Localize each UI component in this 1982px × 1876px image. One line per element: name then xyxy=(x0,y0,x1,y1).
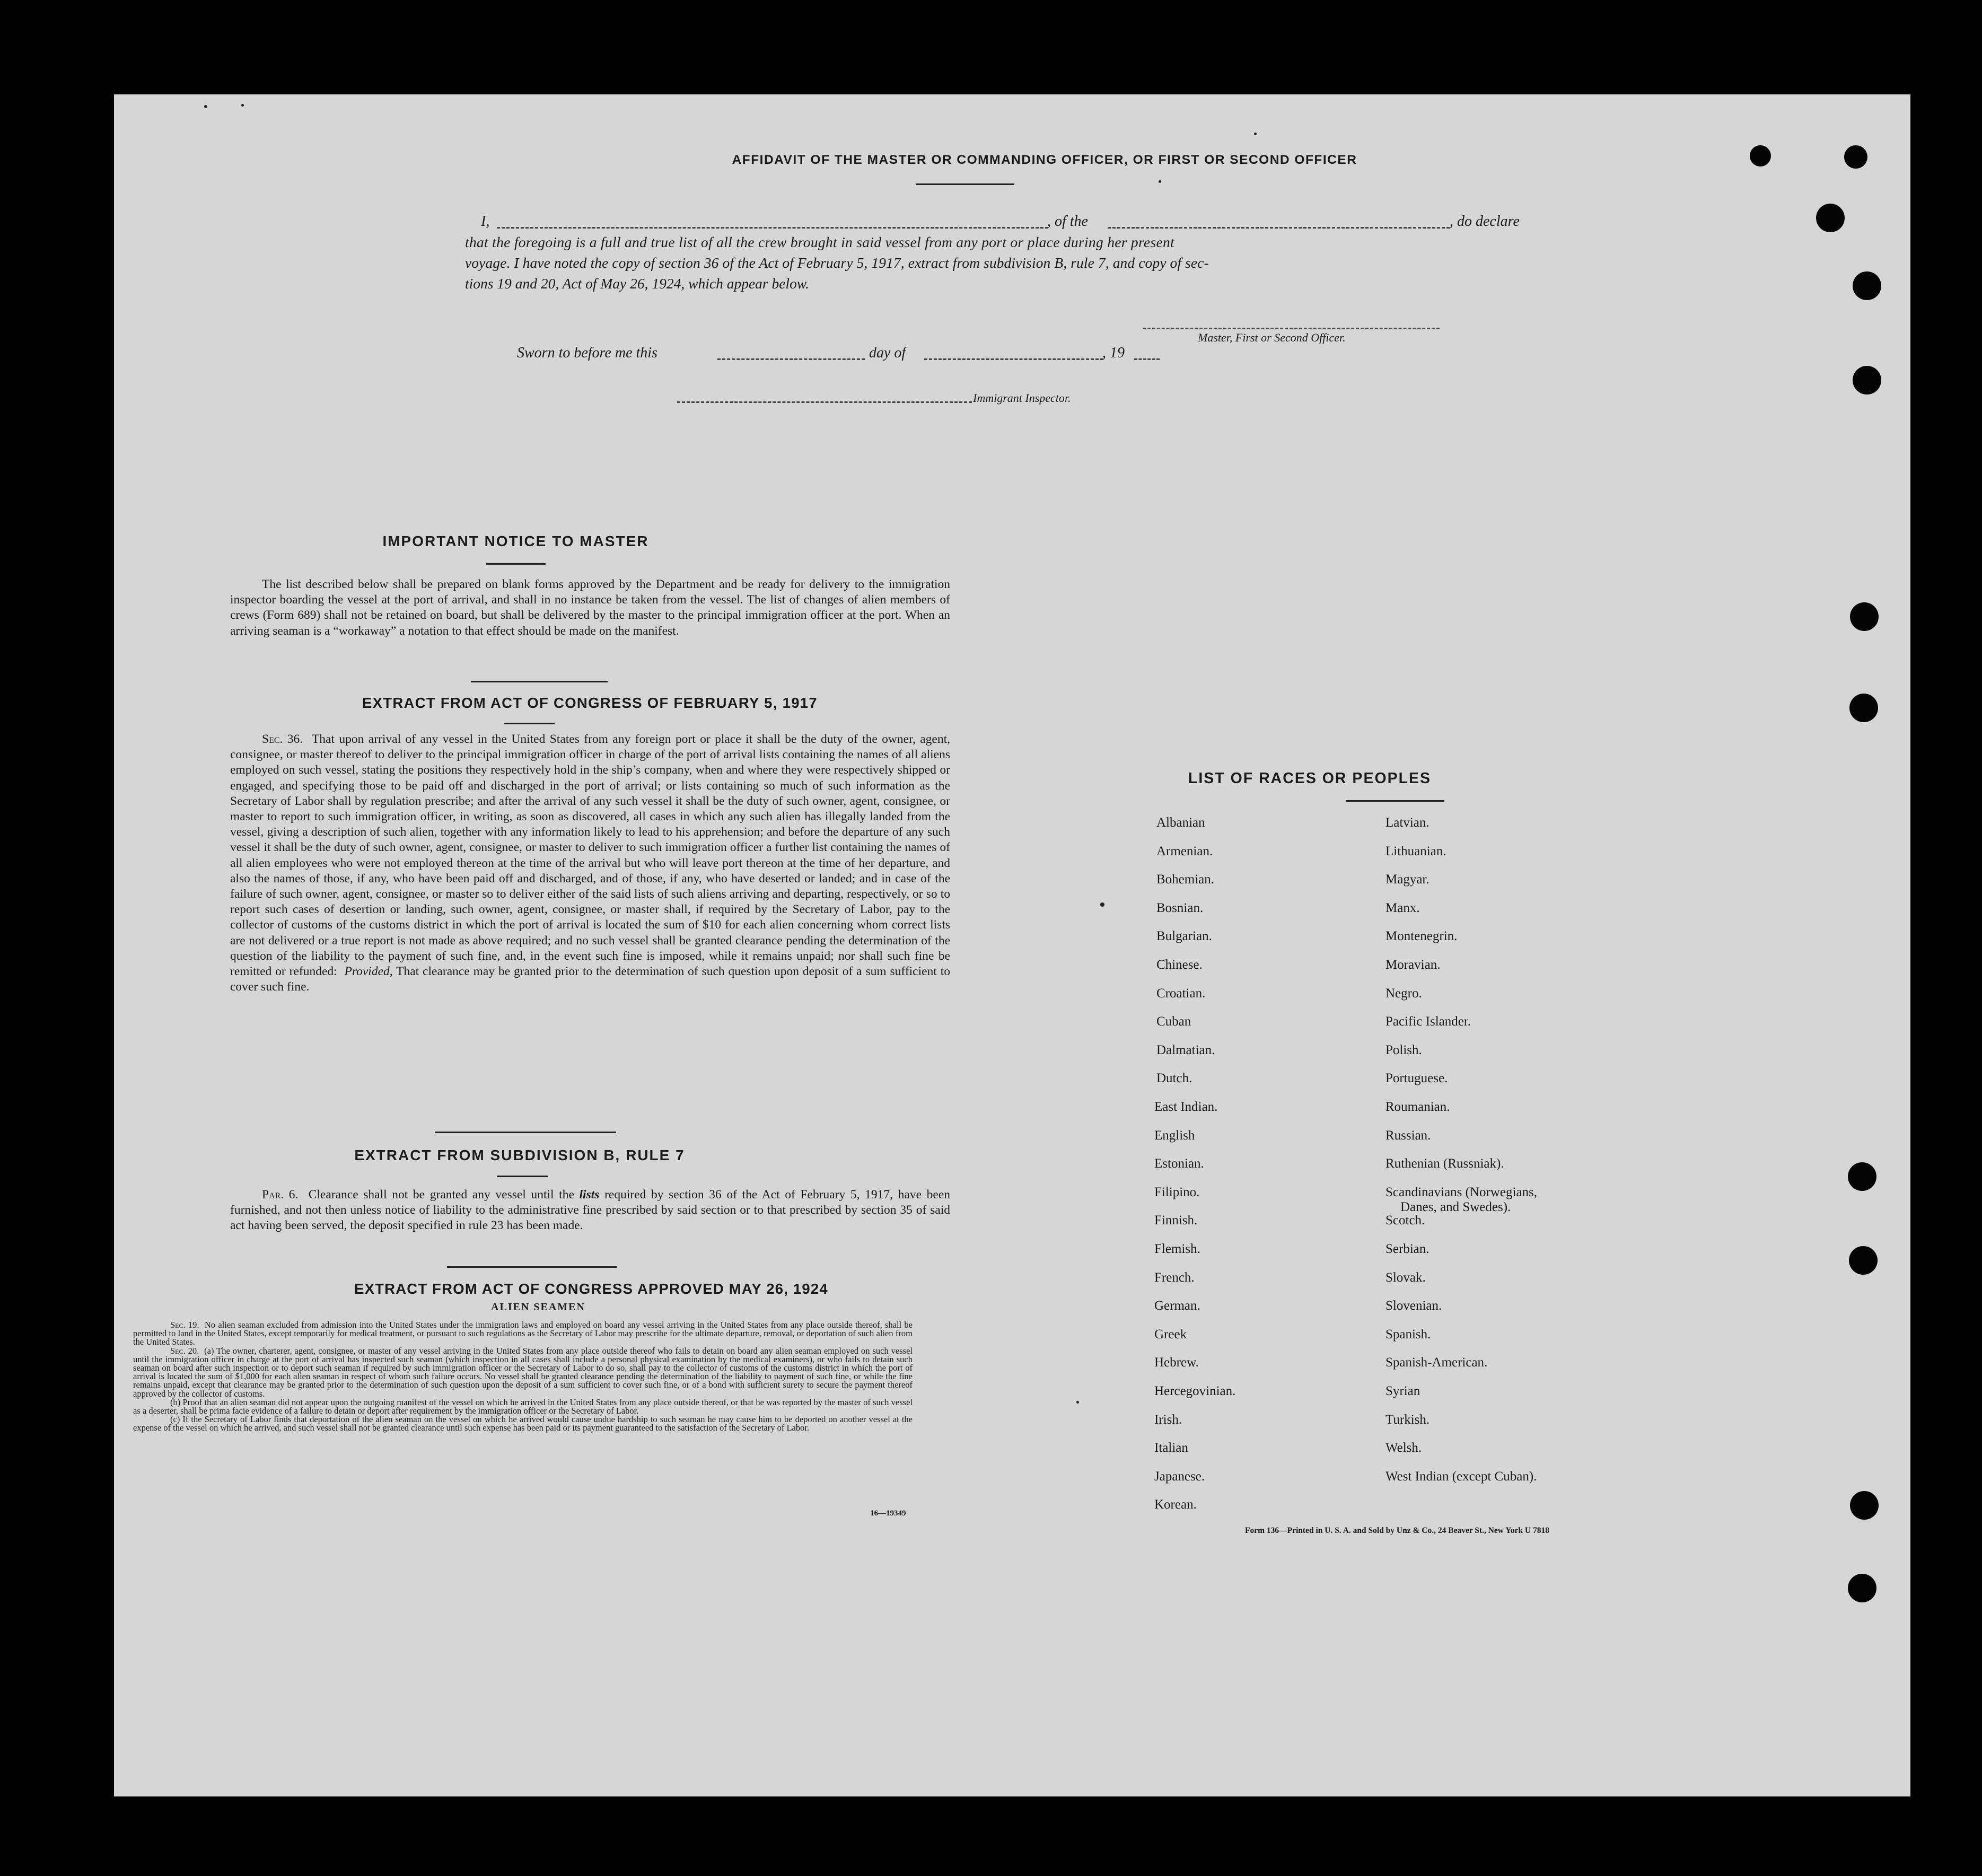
race-item: Dutch. xyxy=(1156,1071,1192,1085)
sec-36-text: That upon arrival of any vessel in the United States from any foreign port or place it shall be the duty of the owner, agent, consignee, or master thereof to deliver to the principal immigration officer in charge of the port of arrival lists containing the names of all aliens employed on such vessel, stating the positions they respectively hold in the ship’s company, when and where they were respectively shipped or engaged, and specifying those to be paid off and discharged in the port of arrival; or lists containing so much of such information as the Secretary of Labor shall by regulation prescribe; and after the arrival of any such vessel it shall be the duty of such owner, agent, consignee, or master to report to such immigration officer, in writing, as soon as discovered, all cases in which any such alien has illegally landed from the vessel, giving a description of such alien, together with any information likely to lead to his apprehension; and before the departure of any such vessel it shall be the duty of such owner, agent, consignee, or master to deliver to such immigration officer a further list containing the names of all alien employees who were not employed thereon at the time of the arrival but who will leave port thereon at the time of her departure, and also the names of those, if any, who have been paid off and discharged, and of those, if any, who have deserted or landed; and in case of the failure of such owner, agent, consignee, or master so to deliver either of the said lists of such aliens arriving and departing, respectively, or so to report such cases of desertion or landing, such owner, agent, consignee, or master shall, if required by the Secretary of Labor, pay to the collector of customs of the customs district in which the port of arrival is located the sum of $10 for each alien concerning whom correct lists are not delivered or a true report is not made as above required; and no such vessel shall be granted clearance pending the determination of the question of the liability to the payment of such fine, and, in the event such fine is imposed, while it remains unpaid; nor shall such fine be remitted or refunded: xyxy=(230,732,950,979)
punch-hole xyxy=(1849,1246,1878,1275)
notice-body xyxy=(230,577,950,639)
alien-seamen-subtitle: ALIEN SEAMEN xyxy=(491,1301,585,1313)
affidavit-line-4: tions 19 and 20, Act of May 26, 1924, which appear below. xyxy=(465,275,810,292)
sec-36-paragraph xyxy=(230,732,950,995)
sec-19-text: No alien seaman excluded from admission into the United States under the immigration laws and employed on board any vessel arriving in the United States from any place outside thereof, shall be permitted to land in the United States, except temporarily for medical treatment, or pursuant to such regulations as the Secretary of Labor may prescribe for the ultimate departure, removal, or deportation of such alien from the United States. xyxy=(133,1320,913,1347)
speck xyxy=(1254,133,1257,135)
race-item: Hebrew. xyxy=(1154,1355,1199,1370)
affidavit-declare: , do declare xyxy=(1450,213,1520,230)
notice-title: IMPORTANT NOTICE TO MASTER xyxy=(382,533,649,549)
print-code: 16—19349 xyxy=(870,1509,906,1518)
race-item: Danes, and Swedes). xyxy=(1400,1200,1511,1214)
punch-hole xyxy=(1848,1574,1876,1602)
affidavit-i: I, xyxy=(481,213,490,230)
extract-1917-underline xyxy=(504,723,555,724)
race-item: Scotch. xyxy=(1385,1213,1425,1228)
document-page xyxy=(114,94,1910,1796)
sec-20c-paragraph: (c) If the Secretary of Labor finds that deportation of the alien seaman on the vessel on which he arrived would cause undue hardship to such seaman he may cause him to be deported on another vessel at the expense of the vessel on which he arrived, and such vessel shall not be granted clearance until such expense has been paid or its payment guaranteed to the satisfaction of the Secretary of Labor. xyxy=(133,1414,913,1433)
race-item: French. xyxy=(1154,1270,1195,1285)
sworn-month-blank[interactable] xyxy=(924,358,1103,360)
affidavit-line-2: that the foregoing is a full and true list of all the crew brought in said vessel from any port or place during her present xyxy=(465,234,1174,250)
par-6-paragraph xyxy=(230,1187,950,1234)
race-item: Bulgarian. xyxy=(1156,929,1212,943)
sworn-day-blank[interactable] xyxy=(717,358,865,360)
form-footer: Form 136—Printed in U. S. A. and Sold by Unz & Co., 24 Beaver St., New York U 7818 xyxy=(1245,1526,1549,1535)
race-item: English xyxy=(1154,1128,1195,1143)
race-item: Russian. xyxy=(1385,1128,1431,1143)
extract-1917-body xyxy=(230,732,950,995)
punch-hole xyxy=(1849,694,1878,722)
race-item: Polish. xyxy=(1385,1043,1422,1057)
sworn-prefix: Sworn to before me this xyxy=(517,345,657,361)
punch-hole xyxy=(1848,1162,1876,1191)
rule-7-title: EXTRACT FROM SUBDIVISION B, RULE 7 xyxy=(354,1147,685,1163)
punch-hole xyxy=(1853,366,1881,395)
title-underline xyxy=(916,183,1014,185)
race-item: Estonian. xyxy=(1154,1156,1204,1171)
inspector-signature-line[interactable] xyxy=(677,401,972,403)
race-item: Manx. xyxy=(1385,901,1420,915)
race-item: Moravian. xyxy=(1385,958,1441,972)
notice-paragraph: The list described below shall be prepared on blank forms approved by the Department and be ready for delivery to the immigration inspector boarding the vessel at the port of arrival, and shall in no instance be taken from the vessel. The list of changes of alien members of crews (Form 689) shall not be retained on board, but shall be delivered by the master to the principal immigration officer at the port. When an arriving seaman is a “workaway” a notation to that effect should be made on the manifest. xyxy=(230,577,950,638)
par-6-label: Par. 6. xyxy=(262,1188,299,1202)
race-item: Slovenian. xyxy=(1385,1299,1442,1313)
sec-36-proviso: That clearance may be granted prior to the determination of such question upon deposit of a sum sufficient to cover such fine. xyxy=(230,965,951,994)
speck xyxy=(1159,180,1161,183)
race-item: Dalmatian. xyxy=(1156,1043,1215,1057)
sec-20b-paragraph: (b) Proof that an alien seaman did not appear upon the outgoing manifest of the vessel on which he arrived in the United States from any place outside thereof, or that he was reported by the master of such vessel as a deserter, shall be prima facie evidence of a failure to detain or deport after requirement by the immigration officer or the Secretary of Labor. xyxy=(133,1397,913,1416)
race-item: Scandinavians (Norwegians, xyxy=(1385,1185,1538,1199)
race-item: Lithuanian. xyxy=(1385,844,1446,858)
race-item: Chinese. xyxy=(1156,958,1203,972)
races-underline xyxy=(1346,800,1444,802)
race-item: Spanish. xyxy=(1385,1327,1431,1342)
race-item: Irish. xyxy=(1154,1413,1182,1427)
race-item: Turkish. xyxy=(1385,1413,1430,1427)
race-item: Welsh. xyxy=(1385,1441,1422,1455)
race-item: West Indian (except Cuban). xyxy=(1385,1469,1537,1484)
par-6-text-a: Clearance shall not be granted any vessel until the xyxy=(308,1188,574,1202)
race-item: Montenegrin. xyxy=(1385,929,1458,943)
race-item: Bohemian. xyxy=(1156,872,1215,887)
affidavit-of-the: , of the xyxy=(1047,213,1088,230)
race-item: Greek xyxy=(1154,1327,1187,1342)
notice-underline xyxy=(486,563,546,565)
race-item: Finnish. xyxy=(1154,1213,1198,1228)
provided-term: Provided, xyxy=(344,965,393,979)
punch-hole xyxy=(1850,602,1879,631)
punch-hole xyxy=(1853,271,1881,300)
race-item: Bosnian. xyxy=(1156,901,1204,915)
race-item: Armenian. xyxy=(1156,844,1213,858)
par-6-text-b: required by section 36 of the Act of February 5, 1917, have been furnished, and not then unless notice of liability to the administrative fine prescribed by said section or to that prescribed by section 35 of said act having been served, the deposit specified in rule 23 has been made. xyxy=(230,1188,951,1233)
extract-1924-body xyxy=(133,1321,913,1433)
sec-36-label: Sec. 36. xyxy=(262,732,303,746)
race-item: Flemish. xyxy=(1154,1242,1200,1256)
race-item: Syrian xyxy=(1385,1384,1420,1398)
race-item: Ruthenian (Russniak). xyxy=(1385,1156,1504,1171)
race-item: Croatian. xyxy=(1156,986,1206,1001)
notice-divider xyxy=(471,681,608,682)
rule-7-divider xyxy=(447,1266,617,1268)
name-blank[interactable] xyxy=(497,227,1048,229)
affidavit-line-3: voyage. I have noted the copy of section 36 of the Act of February 5, 1917, extract from subdivision B, rule 7, and copy of sec- xyxy=(465,255,1209,271)
race-item: Italian xyxy=(1154,1441,1188,1455)
sec-19-label: Sec. 19. xyxy=(170,1320,199,1330)
sec-20-label: Sec. 20. xyxy=(170,1345,199,1356)
race-item: Pacific Islander. xyxy=(1385,1014,1471,1029)
race-item: Spanish-American. xyxy=(1385,1355,1488,1370)
sworn-year-blank[interactable] xyxy=(1134,358,1160,360)
speck xyxy=(1100,902,1104,907)
sec-20a-text: (a) The owner, charterer, agent, consignee, or master of any vessel arriving in the United States from any place outside thereof who fails to detain on board any alien seaman employed on such vessel until the immigration officer in charge at the port of arrival has inspected such seaman (which inspection in all cases shall include a personal physical examination by the medical examiners), or who fails to detain such seaman on board after such inspection or to deport such seaman if required by such immigration officer or the Secretary of Labor to do so, shall pay to the collector of customs of the customs district in which the port of arrival is located the sum of $1,000 for each alien seaman in respect of whom such failure occurs. No vessel shall be granted clearance pending the determination of the liability to payment of such fine, or while the fine remains unpaid, except that clearance may be granted prior to the determination of such question upon the deposit of a sum sufficient to cover such fine, or of a bond with sufficient surety to secure the payment thereof approved by the collector of customs. xyxy=(133,1345,913,1399)
sworn-year: , 19 xyxy=(1102,345,1125,361)
race-item: Cuban xyxy=(1156,1014,1191,1029)
speck xyxy=(241,104,244,107)
speck xyxy=(1076,1401,1079,1404)
race-item: German. xyxy=(1154,1299,1200,1313)
race-item: Hercegovinian. xyxy=(1154,1384,1236,1398)
vessel-blank[interactable] xyxy=(1108,227,1450,229)
race-item: Roumanian. xyxy=(1385,1100,1450,1114)
races-title: LIST OF RACES OR PEOPLES xyxy=(1188,770,1432,787)
race-item: Negro. xyxy=(1385,986,1422,1001)
race-item: East Indian. xyxy=(1154,1100,1218,1114)
race-item: Magyar. xyxy=(1385,872,1430,887)
race-item: Serbian. xyxy=(1385,1242,1430,1256)
affidavit-title: AFFIDAVIT OF THE MASTER OR COMMANDING OFFICER, OR FIRST OR SECOND OFFICER xyxy=(732,153,1357,167)
race-item: Albanian xyxy=(1156,816,1205,830)
inspector-label: Immigrant Inspector. xyxy=(973,391,1071,405)
race-item: Latvian. xyxy=(1385,816,1430,830)
race-item: Slovak. xyxy=(1385,1270,1426,1285)
race-item: Korean. xyxy=(1154,1497,1197,1512)
extract-1917-divider xyxy=(435,1132,616,1133)
rule-7-underline xyxy=(497,1176,548,1177)
race-item: Filipino. xyxy=(1154,1185,1200,1199)
lists-term: lists xyxy=(579,1188,600,1202)
extract-1917-title: EXTRACT FROM ACT OF CONGRESS OF FEBRUARY 5, 1917 xyxy=(362,695,818,711)
race-item: Portuguese. xyxy=(1385,1071,1448,1085)
punch-hole xyxy=(1750,145,1771,166)
rule-7-body xyxy=(230,1187,950,1234)
master-signature-label: Master, First or Second Officer. xyxy=(1198,331,1346,344)
extract-1924-title: EXTRACT FROM ACT OF CONGRESS APPROVED MAY 26, 1924 xyxy=(354,1281,828,1297)
sec-20a-paragraph xyxy=(133,1347,913,1398)
speck xyxy=(204,105,207,108)
punch-hole xyxy=(1844,145,1867,169)
sec-19-paragraph xyxy=(133,1321,913,1347)
master-signature-line[interactable] xyxy=(1143,328,1440,329)
sworn-day-of: day of xyxy=(869,345,906,361)
punch-hole xyxy=(1816,204,1845,232)
punch-hole xyxy=(1850,1491,1879,1520)
race-item: Japanese. xyxy=(1154,1469,1205,1484)
